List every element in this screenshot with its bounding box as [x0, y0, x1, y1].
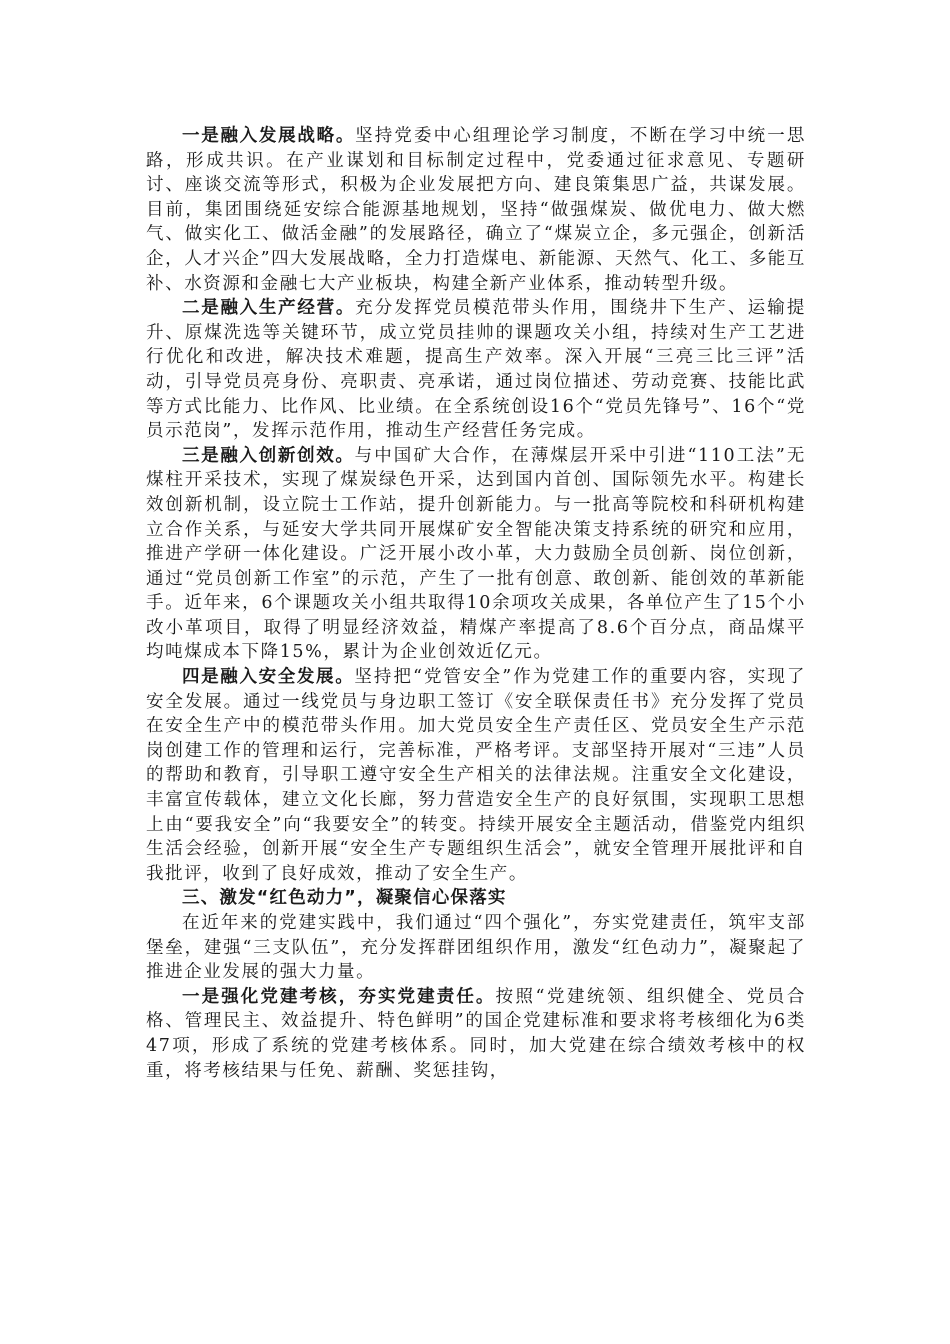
paragraph-lead: 一是融入发展战略。 — [182, 126, 356, 146]
paragraph-integrate-innovation — [146, 444, 806, 665]
paragraph-lead: 四是融入安全发展。 — [182, 667, 355, 688]
paragraph-integrate-production — [146, 296, 806, 444]
paragraph-text: 按照“党建统领、组织健全、党员合格、管理民主、效益提升、特色鲜明”的国企党建标准和要求将考核细化为6类47项，形成了系统的党建考核体系。同时，加大党建在综合绩效考核中的权重，将考核结果与任免、薪酬、奖惩挂钩， — [146, 986, 807, 1081]
paragraph-lead: 一是强化党建考核，夯实党建责任。 — [182, 986, 496, 1007]
paragraph-lead: 二是融入生产经营。 — [182, 298, 356, 319]
paragraph-section-intro — [146, 911, 806, 985]
paragraph-text: 充分发挥党员模范带头作用，围绕井下生产、运输提升、原煤洗选等关键环节，成立党员挂帅的课题攻关小组，持续对生产工艺进行优化和改进，解决技术难题，提高生产效率。深入开展“三亮三比三评”活动，引导党员亮身份、亮职责、亮承诺，通过岗位描述、劳动竞赛、技能比武等方式比能力、比作风、比业绩。在全系统创设16个“党员先锋号”、16个“党员示范岗”，发挥示范作用，推动生产经营任务完成。 — [146, 298, 806, 442]
document-body — [146, 124, 806, 1083]
paragraph-integrate-safety — [146, 665, 806, 886]
paragraph-integrate-strategy — [146, 124, 806, 296]
paragraph-text: 坚持党委中心组理论学习制度，不断在学习中统一思路，形成共识。在产业谋划和目标制定过程中，党委通过征求意见、专题研讨、座谈交流等形式，积极为企业发展把方向、建良策集思广益，共谋发展。目前，集团围绕延安综合能源基地规划，坚持“做强煤炭、做优电力、做大燃气、做实化工、做活金融”的发展路径，确立了“煤炭立企，多元强企，创新活企，人才兴企”四大发展战略，全力打造煤电、新能源、天然气、化工、多能互补、水资源和金融七大产业板块，构建全新产业体系，推动转型升级。 — [146, 126, 806, 294]
section-heading: 三、激发“红色动力”，凝聚信心保落实 — [182, 888, 507, 909]
paragraph-strengthen-assessment — [146, 985, 806, 1083]
paragraph-lead: 三是融入创新创效。 — [182, 445, 355, 466]
paragraph-text: 在近年来的党建实践中，我们通过“四个强化”，夯实党建责任，筑牢支部堡垒，建强“三支队伍”，充分发挥群团组织作用，激发“红色动力”，凝聚起了推进企业发展的强大力量。 — [146, 913, 806, 983]
paragraph-text: 坚持把“党管安全”作为党建工作的重要内容，实现了安全发展。通过一线党员与身边职工签订《安全联保责任书》充分发挥了党员在安全生产中的模范带头作用。加大党员安全生产责任区、党员安全生产示范岗创建工作的管理和运行，完善标准，严格考评。支部坚持开展对“三违”人员的帮助和教育，引导职工遵守安全生产相关的法律法规。注重安全文化建设，丰富宣传载体，建立文化长廊，努力营造安全生产的良好氛围，实现职工思想上由“要我安全”向“我要安全”的转变。持续开展安全主题活动，借鉴党内组织生活会经验，创新开展“安全生产专题组织生活会”，就安全管理开展批评和自我批评，收到了良好成效，推动了安全生产。 — [146, 667, 806, 884]
paragraph-text: 与中国矿大合作，在薄煤层开采中引进“110工法”无煤柱开采技术，实现了煤炭绿色开采，达到国内首创、国际领先水平。构建长效创新机制，设立院士工作站，提升创新能力。与一批高等院校和科研机构建立合作关系，与延安大学共同开展煤矿安全智能决策支持系统的研究和应用，推进产学研一体化建设。广泛开展小改小革，大力鼓励全员创新、岗位创新，通过“党员创新工作室”的示范，产生了一批有创意、敢创新、能创效的革新能手。近年来，6个课题攻关小组共取得10余项攻关成果，各单位产生了15个小改小革项目，取得了明显经济效益，精煤产率提高了8.6个百分点，商品煤平均吨煤成本下降15%，累计为企业创效近亿元。 — [146, 445, 806, 663]
